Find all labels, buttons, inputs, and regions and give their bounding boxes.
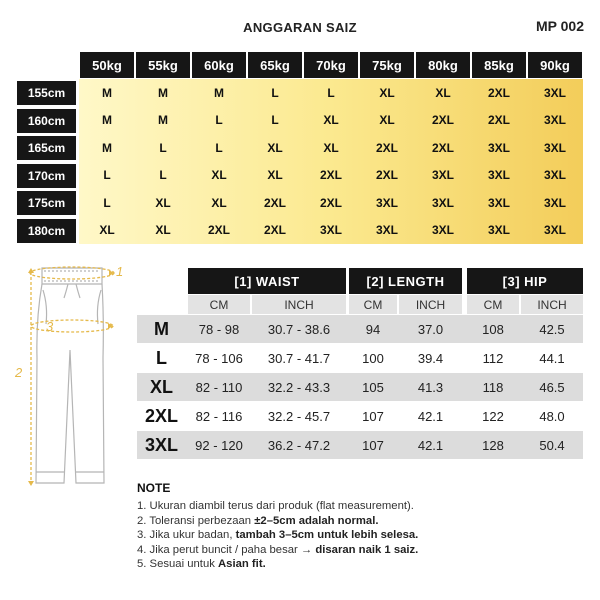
size-cell: 3XL: [487, 168, 510, 183]
size-cell: XL: [379, 85, 395, 100]
size-cell: M: [102, 113, 112, 128]
hip-header: [3] HIP: [467, 268, 583, 294]
length-header: [2] LENGTH: [349, 268, 462, 294]
note-item: 4. Jika perut buncit / paha besar → disaran naik 1 saiz.: [137, 543, 419, 556]
size-cell: L: [159, 140, 167, 155]
measure-value: 42.1: [417, 408, 444, 424]
length-inch-subheader: INCH: [399, 295, 462, 314]
measure-value: 78 - 106: [195, 350, 243, 366]
measure-value: 82 - 116: [195, 408, 243, 424]
measure-value: 112: [482, 350, 504, 366]
length-cm-subheader: CM: [349, 295, 397, 314]
waist-header: [1] WAIST: [188, 268, 346, 294]
size-cell: 2XL: [431, 113, 454, 128]
size-cell: 2XL: [375, 168, 398, 183]
diagram-label-1: 1: [116, 264, 124, 279]
size-label: M: [154, 318, 169, 339]
size-cell: M: [158, 85, 168, 100]
weight-header: 55kg: [136, 52, 190, 78]
note-title: NOTE: [137, 481, 171, 495]
size-cell: 3XL: [431, 223, 454, 238]
size-label: 2XL: [144, 405, 178, 426]
size-cell: XL: [155, 223, 171, 238]
size-matrix: [17, 48, 583, 244]
measure-value: 50.4: [539, 437, 565, 453]
table-row: [137, 344, 583, 372]
measure-value: 44.1: [539, 350, 565, 366]
measure-value: 46.5: [539, 379, 565, 395]
measure-value: 30.7 - 41.7: [267, 350, 331, 366]
size-cell: M: [158, 113, 168, 128]
measure-value: 41.3: [417, 379, 444, 395]
diagram-label-2: 2: [15, 365, 23, 380]
size-cell: L: [215, 113, 223, 128]
height-header: 160cm: [17, 109, 76, 133]
size-cell: 3XL: [431, 168, 454, 183]
size-cell: L: [103, 168, 111, 183]
size-cell: XL: [267, 140, 283, 155]
size-cell: 2XL: [487, 113, 510, 128]
height-header: 165cm: [17, 136, 76, 160]
size-cell: XL: [435, 85, 451, 100]
size-cell: M: [102, 85, 112, 100]
table-row: [137, 431, 583, 459]
height-header: 175cm: [17, 191, 76, 215]
size-cell: 2XL: [431, 140, 454, 155]
size-cell: 2XL: [263, 223, 286, 238]
size-cell: XL: [323, 113, 339, 128]
note-item: 3. Jika ukur badan, tambah 3–5cm untuk lebih selesa.: [137, 529, 419, 541]
size-cell: 3XL: [375, 223, 398, 238]
weight-header: 90kg: [528, 52, 582, 78]
size-cell: 3XL: [543, 195, 566, 210]
size-cell: 2XL: [263, 195, 286, 210]
table-row: [137, 373, 583, 401]
note-item: 5. Sesuai untuk Asian fit.: [137, 558, 266, 570]
measure-value: 42.1: [417, 437, 444, 453]
height-header: 155cm: [17, 81, 76, 105]
size-label: L: [156, 347, 167, 368]
size-cell: L: [327, 85, 335, 100]
measure-value: 92 - 120: [195, 437, 243, 453]
size-cell: XL: [211, 195, 227, 210]
size-cell: XL: [155, 195, 171, 210]
measure-value: 94: [365, 321, 381, 337]
notes-list: [137, 499, 587, 572]
pants-diagram-icon: [6, 258, 134, 500]
weight-header: 60kg: [192, 52, 246, 78]
size-cell: 3XL: [543, 140, 566, 155]
note-item: 2. Toleransi perbezaan ±2–5cm adalah normal.: [137, 514, 379, 527]
weight-header: 75kg: [360, 52, 414, 78]
model-code: MP 002: [536, 18, 584, 34]
weight-header: 80kg: [416, 52, 470, 78]
size-cell: 3XL: [543, 168, 566, 183]
size-cell: 2XL: [487, 85, 510, 100]
size-cell: M: [214, 85, 224, 100]
size-cell: 3XL: [319, 223, 342, 238]
size-cell: L: [271, 85, 279, 100]
size-cell: XL: [267, 168, 283, 183]
size-cell: XL: [379, 113, 395, 128]
size-cell: 3XL: [543, 85, 566, 100]
size-cell: M: [102, 140, 112, 155]
measure-value: 118: [482, 379, 504, 395]
size-cell: 2XL: [375, 140, 398, 155]
size-cell: XL: [323, 140, 339, 155]
measure-value: 42.5: [539, 321, 565, 337]
size-cell: 3XL: [487, 140, 510, 155]
height-header: 170cm: [17, 164, 76, 188]
measure-value: 107: [362, 408, 384, 424]
size-cell: 3XL: [543, 113, 566, 128]
measure-value: 36.2 - 47.2: [267, 437, 331, 453]
waist-cm-subheader: CM: [188, 295, 250, 314]
table-row: [137, 402, 583, 430]
hip-cm-subheader: CM: [467, 295, 519, 314]
weight-header: 85kg: [472, 52, 526, 78]
measure-value: 32.2 - 45.7: [267, 408, 331, 424]
size-cell: XL: [211, 168, 227, 183]
hip-inch-subheader: INCH: [521, 295, 583, 314]
measure-value: 100: [362, 350, 384, 366]
table-row: [137, 315, 583, 343]
size-cell: L: [215, 140, 223, 155]
measure-value: 128: [482, 437, 504, 453]
measure-value: 37.0: [417, 321, 444, 337]
measure-value: 122: [482, 408, 504, 424]
diagram-label-3: 3: [46, 319, 54, 334]
measure-value: 107: [362, 437, 384, 453]
size-cell: XL: [99, 223, 115, 238]
measure-value: 82 - 110: [195, 379, 243, 395]
waist-inch-subheader: INCH: [252, 295, 346, 314]
measure-value: 30.7 - 38.6: [267, 321, 331, 337]
size-cell: 3XL: [487, 195, 510, 210]
size-cell: 2XL: [207, 223, 230, 238]
size-cell: 2XL: [319, 195, 342, 210]
height-header: 180cm: [17, 219, 76, 243]
measure-value: 39.4: [417, 350, 444, 366]
size-cell: 3XL: [543, 223, 566, 238]
note-item: 1. Ukuran diambil terus dari produk (flat measurement).: [137, 500, 414, 512]
size-label: 3XL: [144, 434, 178, 455]
weight-header: 65kg: [248, 52, 302, 78]
size-matrix-grid: [79, 79, 583, 244]
measure-value: 48.0: [539, 408, 565, 424]
measure-value: 78 - 98: [198, 321, 240, 337]
weight-header: 70kg: [304, 52, 358, 78]
measure-value: 108: [482, 321, 504, 337]
size-cell: L: [103, 195, 111, 210]
measure-value: 105: [362, 379, 384, 395]
size-cell: L: [159, 168, 167, 183]
measure-value: 32.2 - 43.3: [267, 379, 331, 395]
size-label: XL: [149, 376, 173, 397]
size-cell: 3XL: [431, 195, 454, 210]
size-cell: L: [271, 113, 279, 128]
size-cell: 3XL: [487, 223, 510, 238]
page-title: ANGGARAN SAIZ: [243, 20, 357, 35]
size-cell: 2XL: [319, 168, 342, 183]
weight-header: 50kg: [80, 52, 134, 78]
size-cell: 3XL: [375, 195, 398, 210]
